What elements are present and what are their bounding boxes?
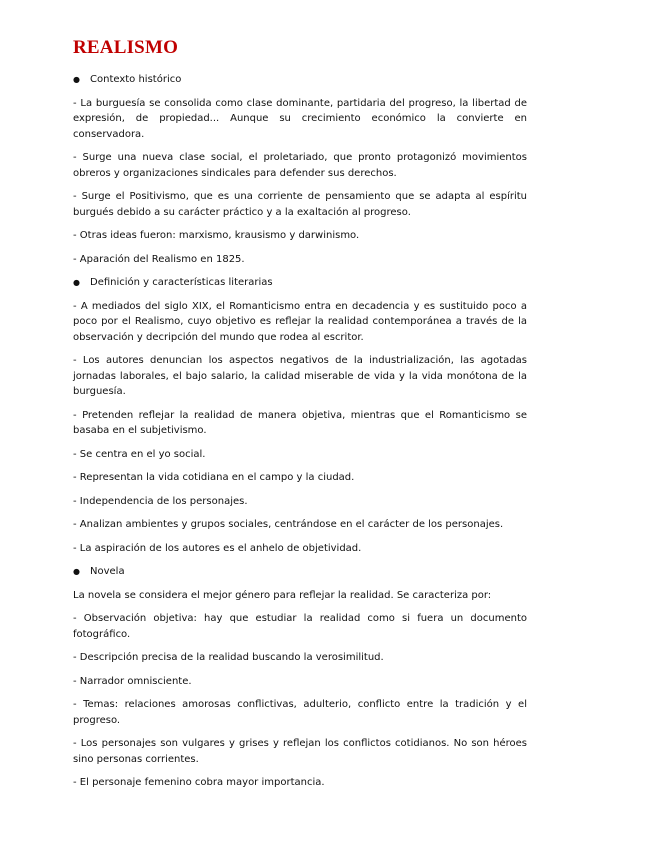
paragraph: La novela se considera el mejor género para reflejar la realidad. Se caracteriza por: [73, 589, 492, 601]
bullet-icon: ● [73, 75, 80, 84]
paragraph: - La burguesía se consolida como clase dominante, partidaria del progreso, la libertad de expresión, de propiedad... Aunque su crecimiento económico la convierte en conservadora. [73, 97, 527, 140]
paragraph: - Surge el Positivismo, que es una corriente de pensamiento que se adapta al espíritu burgués debido a su carácter práctico y a la exaltación al progreso. [73, 191, 527, 218]
bullet-icon: ● [73, 278, 80, 287]
section-heading-definicion [73, 275, 527, 291]
paragraph: - Narrador omnisciente. [73, 675, 192, 687]
paragraph: - Surge una nueva clase social, el proletariado, que pronto protagonizó movimientos obreros y organizaciones sindicales para defender sus derechos. [73, 152, 527, 179]
paragraph: - Representan la vida cotidiana en el campo y la ciudad. [73, 472, 355, 483]
paragraph: - Otras ideas fueron: marxismo, krausismo y darwinismo. [73, 230, 360, 241]
section-heading-label: Contexto histórico [90, 74, 182, 85]
document-page [73, 0, 527, 791]
paragraph: - Descripción precisa de la realidad buscando la verosimilitud. [73, 652, 384, 663]
paragraph: - Los autores denuncian los aspectos negativos de la industrialización, las agotadas jornadas laborales, el bajo salario, la calidad miserable de vida y la vida monótona de la burguesía. [73, 355, 527, 397]
paragraph: - Temas: relaciones amorosas conflictivas, adulterio, conflicto entre la tradición y el progreso. [73, 699, 527, 726]
section-heading-contexto [73, 72, 527, 88]
section-heading-label: Novela [90, 566, 125, 577]
paragraph: - Analizan ambientes y grupos sociales, centrándose en el carácter de los personajes. [73, 519, 504, 530]
section-heading-label: Definición y características literarias [90, 277, 273, 288]
paragraph: - Se centra en el yo social. [73, 448, 206, 460]
paragraph: - Los personajes son vulgares y grises y reflejan los conflictos cotidianos. No son héroes sino personas corrientes. [73, 738, 527, 765]
paragraph: - Aparación del Realismo en 1825. [73, 253, 245, 265]
paragraph: - El personaje femenino cobra mayor importancia. [73, 777, 325, 788]
section-heading-novela [73, 564, 527, 580]
paragraph: - Observación objetiva: hay que estudiar la realidad como si fuera un documento fotográfico. [73, 613, 527, 640]
paragraph: - A mediados del siglo XIX, el Romanticismo entra en decadencia y es sustituido poco a poco por el Realismo, cuyo objetivo es reflejar la realidad contemporánea a través de la observación y decripción del mundo que rodea al escritor. [73, 300, 527, 343]
document-title: REALISMO [73, 37, 179, 58]
paragraph: - Pretenden reflejar la realidad de manera objetiva, mientras que el Romanticismo se basaba en el subjetivismo. [73, 409, 527, 436]
paragraph: - Independencia de los personajes. [73, 495, 248, 507]
bullet-icon: ● [73, 567, 80, 576]
paragraph: - La aspiración de los autores es el anhelo de objetividad. [73, 542, 362, 554]
